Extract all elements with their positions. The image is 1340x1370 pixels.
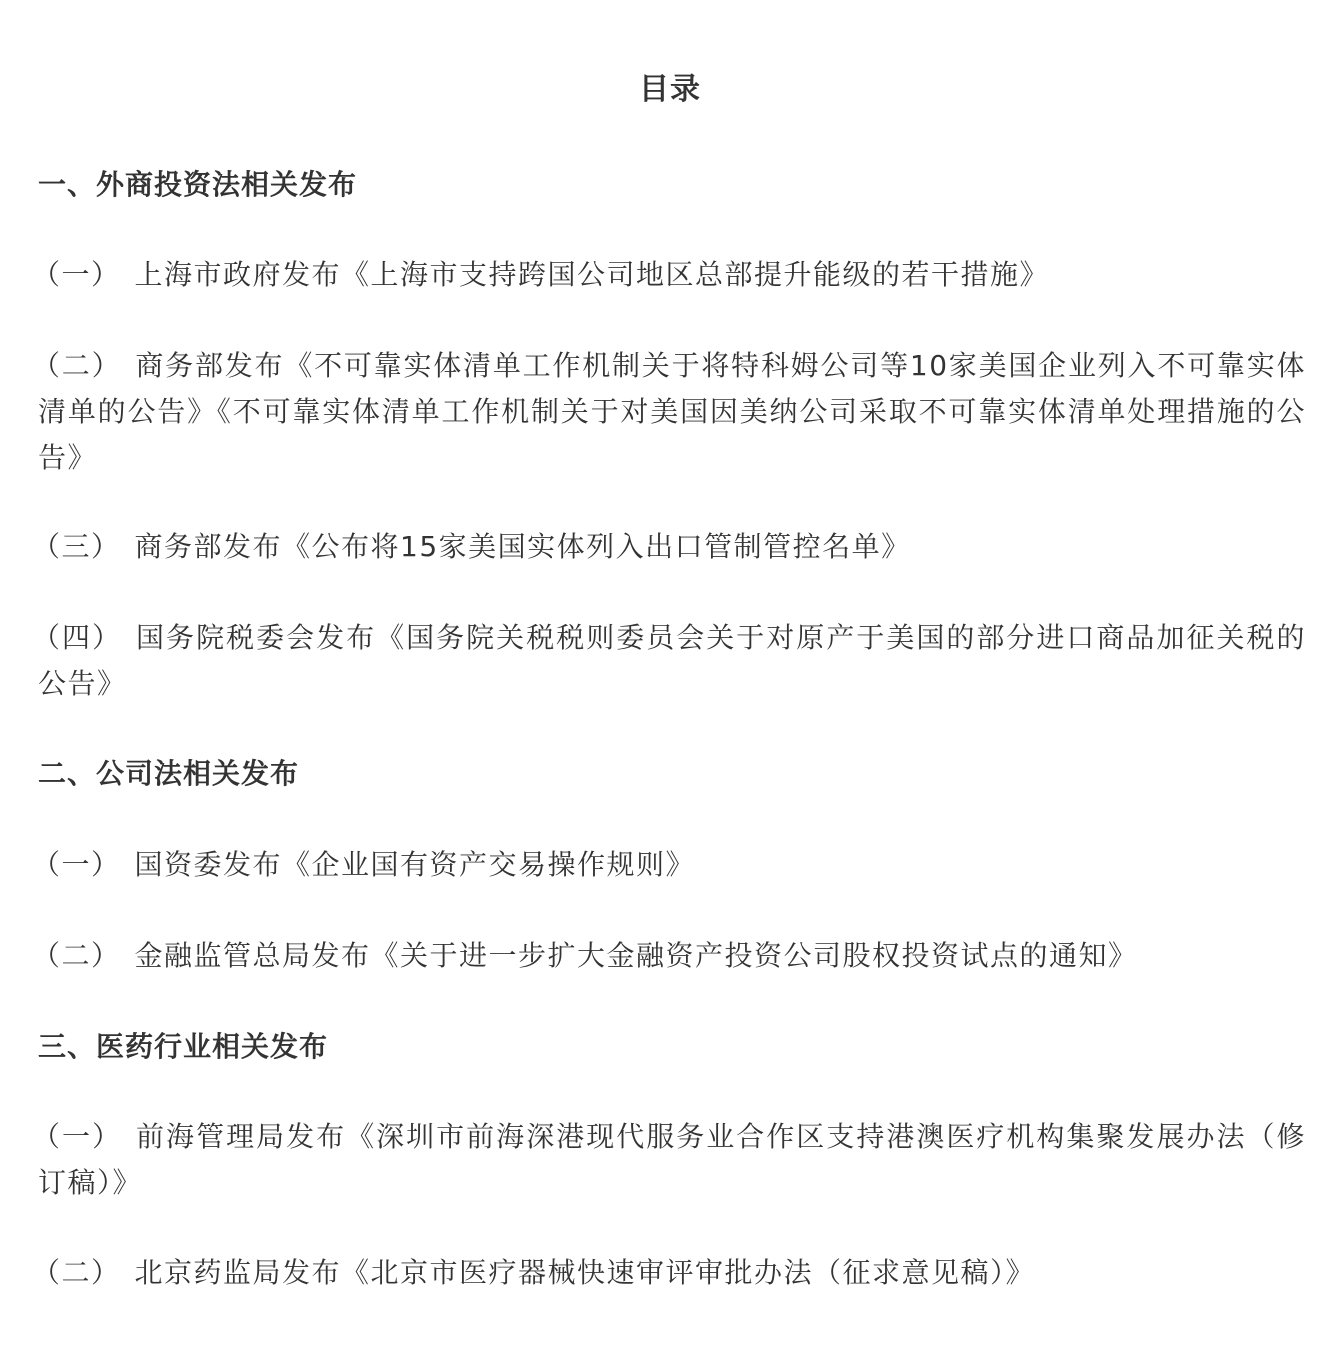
toc-item-prefix: （一） <box>32 258 121 291</box>
toc-item-prefix: （二） <box>32 1256 121 1289</box>
toc-item-text: 商务部发布《不可靠实体清单工作机制关于将特科姆公司等10家美国企业列入不可靠实体清单的公告》《不可靠实体清单工作机制关于对美国因美纳公司采取不可靠实体清单处理措施的公告》 <box>38 349 1306 474</box>
section-heading-1: 一、外商投资法相关发布 <box>38 168 358 201</box>
toc-item-3-2[interactable] <box>32 1250 1306 1296</box>
section-heading-3: 三、医药行业相关发布 <box>38 1030 329 1063</box>
section-heading-2: 二、公司法相关发布 <box>38 757 300 790</box>
toc-item-prefix: （二） <box>32 349 122 382</box>
toc-item-prefix: （一） <box>32 1120 123 1153</box>
toc-item-1-2[interactable] <box>32 343 1306 481</box>
toc-item-text: 上海市政府发布《上海市支持跨国公司地区总部提升能级的若干措施》 <box>134 258 1050 291</box>
toc-item-1-4[interactable] <box>32 615 1306 707</box>
toc-item-text: 北京药监局发布《北京市医疗器械快速审评审批办法（征求意见稿）》 <box>134 1256 1036 1289</box>
toc-item-2-2[interactable] <box>32 933 1306 979</box>
toc-item-text: 国资委发布《企业国有资产交易操作规则》 <box>134 848 696 881</box>
toc-item-prefix: （二） <box>32 939 121 972</box>
toc-item-text: 金融监管总局发布《关于进一步扩大金融资产投资公司股权投资试点的通知》 <box>134 939 1138 972</box>
toc-item-1-3[interactable] <box>32 524 1306 570</box>
toc-item-1-1[interactable] <box>32 252 1306 298</box>
toc-item-prefix: （一） <box>32 848 121 881</box>
toc-item-text: 前海管理局发布《深圳市前海深港现代服务业合作区支持港澳医疗机构集聚发展办法（修订稿）》 <box>38 1120 1306 1199</box>
toc-item-3-1[interactable] <box>32 1114 1306 1206</box>
toc-item-prefix: （四） <box>32 621 123 654</box>
toc-title: 目录 <box>639 72 701 107</box>
toc-item-2-1[interactable] <box>32 842 1306 888</box>
toc-item-text: 商务部发布《公布将15家美国实体列入出口管制管控名单》 <box>134 530 911 563</box>
toc-item-text: 国务院税委会发布《国务院关税税则委员会关于对原产于美国的部分进口商品加征关税的公告》 <box>38 621 1306 700</box>
toc-item-prefix: （三） <box>32 530 121 563</box>
